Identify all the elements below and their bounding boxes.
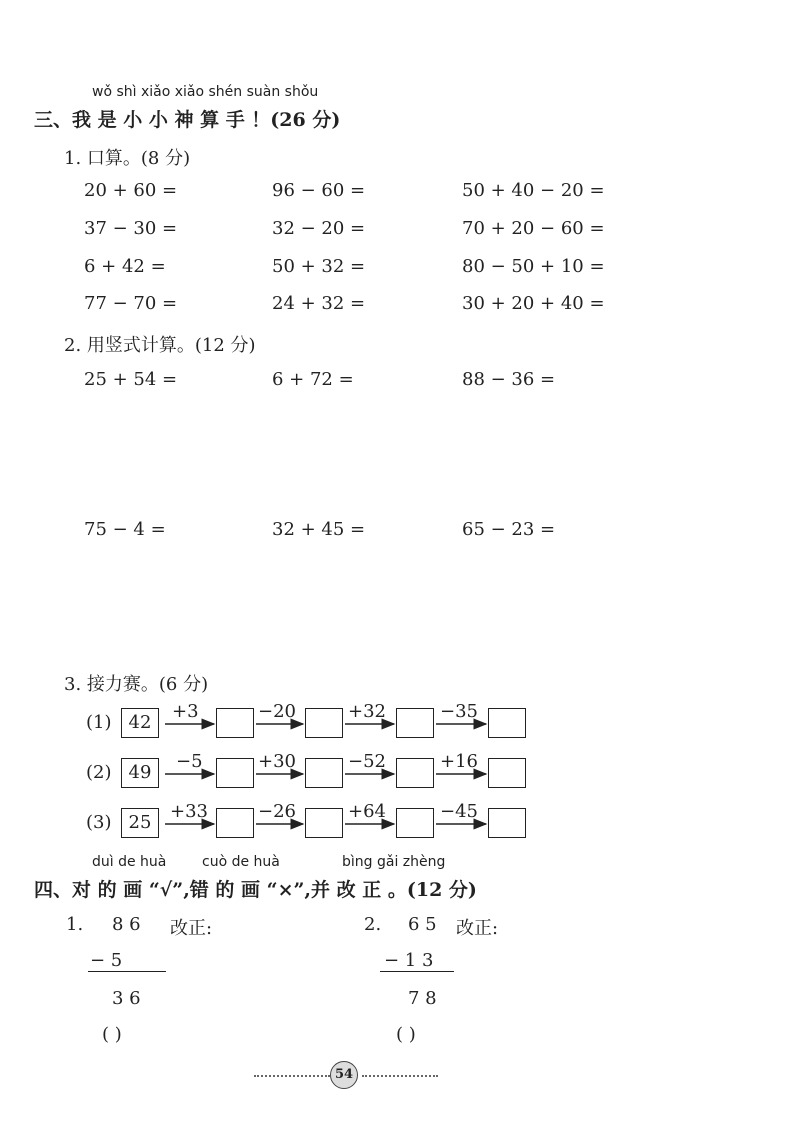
- problem-number: 1.: [66, 914, 84, 935]
- op-label: +32: [348, 701, 386, 722]
- q1-eq: 30 + 20 + 40 =: [462, 293, 605, 314]
- section3-title: 三、我 是 小 小 神 算 手 ！(26 分): [34, 109, 341, 131]
- q3-label: 3. 接力赛。(6 分): [64, 674, 209, 695]
- correction-label: 改正:: [456, 918, 499, 939]
- op-label: −26: [258, 801, 296, 822]
- q1-eq: 37 − 30 =: [84, 218, 178, 239]
- problem-subtrahend: − 1 3: [384, 950, 434, 971]
- section3-pinyin: wǒ shì xiǎo xiǎo shén suàn shǒu: [92, 84, 319, 100]
- q1-eq: 80 − 50 + 10 =: [462, 256, 605, 277]
- problem-result: 7 8: [408, 988, 437, 1009]
- start-box: 49: [121, 758, 159, 788]
- footer-dots-right: [362, 1075, 438, 1077]
- q2-eq: 25 + 54 =: [84, 369, 178, 390]
- q1-label: 1. 口算。(8 分): [64, 148, 191, 169]
- section4-title: 四、对 的 画 “√”,错 的 画 “×”,并 改 正 。(12 分): [34, 879, 477, 901]
- q1-eq: 50 + 40 − 20 =: [462, 180, 605, 201]
- section4-pinyin-1: duì de huà: [92, 854, 167, 870]
- q2-eq: 6 + 72 =: [272, 369, 354, 390]
- op-label: +33: [170, 801, 208, 822]
- section4-pinyin-2: cuò de huà: [202, 854, 280, 870]
- op-label: +30: [258, 751, 296, 772]
- section4-pinyin-3: bìng gǎi zhèng: [342, 854, 446, 870]
- chain-index: (2): [86, 762, 112, 783]
- op-label: −52: [348, 751, 386, 772]
- op-label: −45: [440, 801, 478, 822]
- op-label: −35: [440, 701, 478, 722]
- q2-eq: 75 − 4 =: [84, 519, 166, 540]
- q2-label: 2. 用竖式计算。(12 分): [64, 335, 256, 356]
- op-label: +64: [348, 801, 386, 822]
- problem-rule: [88, 971, 166, 972]
- problem-top: 8 6: [112, 914, 141, 935]
- q1-eq: 32 − 20 =: [272, 218, 366, 239]
- start-box: 25: [121, 808, 159, 838]
- problem-subtrahend: − 5: [90, 950, 123, 971]
- correction-label: 改正:: [170, 918, 213, 939]
- problem-number: 2.: [364, 914, 382, 935]
- op-label: −20: [258, 701, 296, 722]
- op-label: +3: [172, 701, 199, 722]
- q1-eq: 77 − 70 =: [84, 293, 178, 314]
- start-box: 42: [121, 708, 159, 738]
- answer-parens[interactable]: ( ): [396, 1024, 416, 1045]
- op-label: −5: [176, 751, 203, 772]
- q1-eq: 50 + 32 =: [272, 256, 366, 277]
- q2-eq: 88 − 36 =: [462, 369, 556, 390]
- problem-result: 3 6: [112, 988, 141, 1009]
- q1-eq: 24 + 32 =: [272, 293, 366, 314]
- page-number: 54: [330, 1061, 358, 1089]
- q2-eq: 32 + 45 =: [272, 519, 366, 540]
- chain-index: (1): [86, 712, 112, 733]
- problem-top: 6 5: [408, 914, 437, 935]
- op-label: +16: [440, 751, 478, 772]
- q1-eq: 70 + 20 − 60 =: [462, 218, 605, 239]
- q2-eq: 65 − 23 =: [462, 519, 556, 540]
- q1-eq: 20 + 60 =: [84, 180, 178, 201]
- answer-parens[interactable]: ( ): [102, 1024, 122, 1045]
- q1-eq: 6 + 42 =: [84, 256, 166, 277]
- chain-index: (3): [86, 812, 112, 833]
- footer-dots-left: [254, 1075, 330, 1077]
- problem-rule: [380, 971, 454, 972]
- q1-eq: 96 − 60 =: [272, 180, 366, 201]
